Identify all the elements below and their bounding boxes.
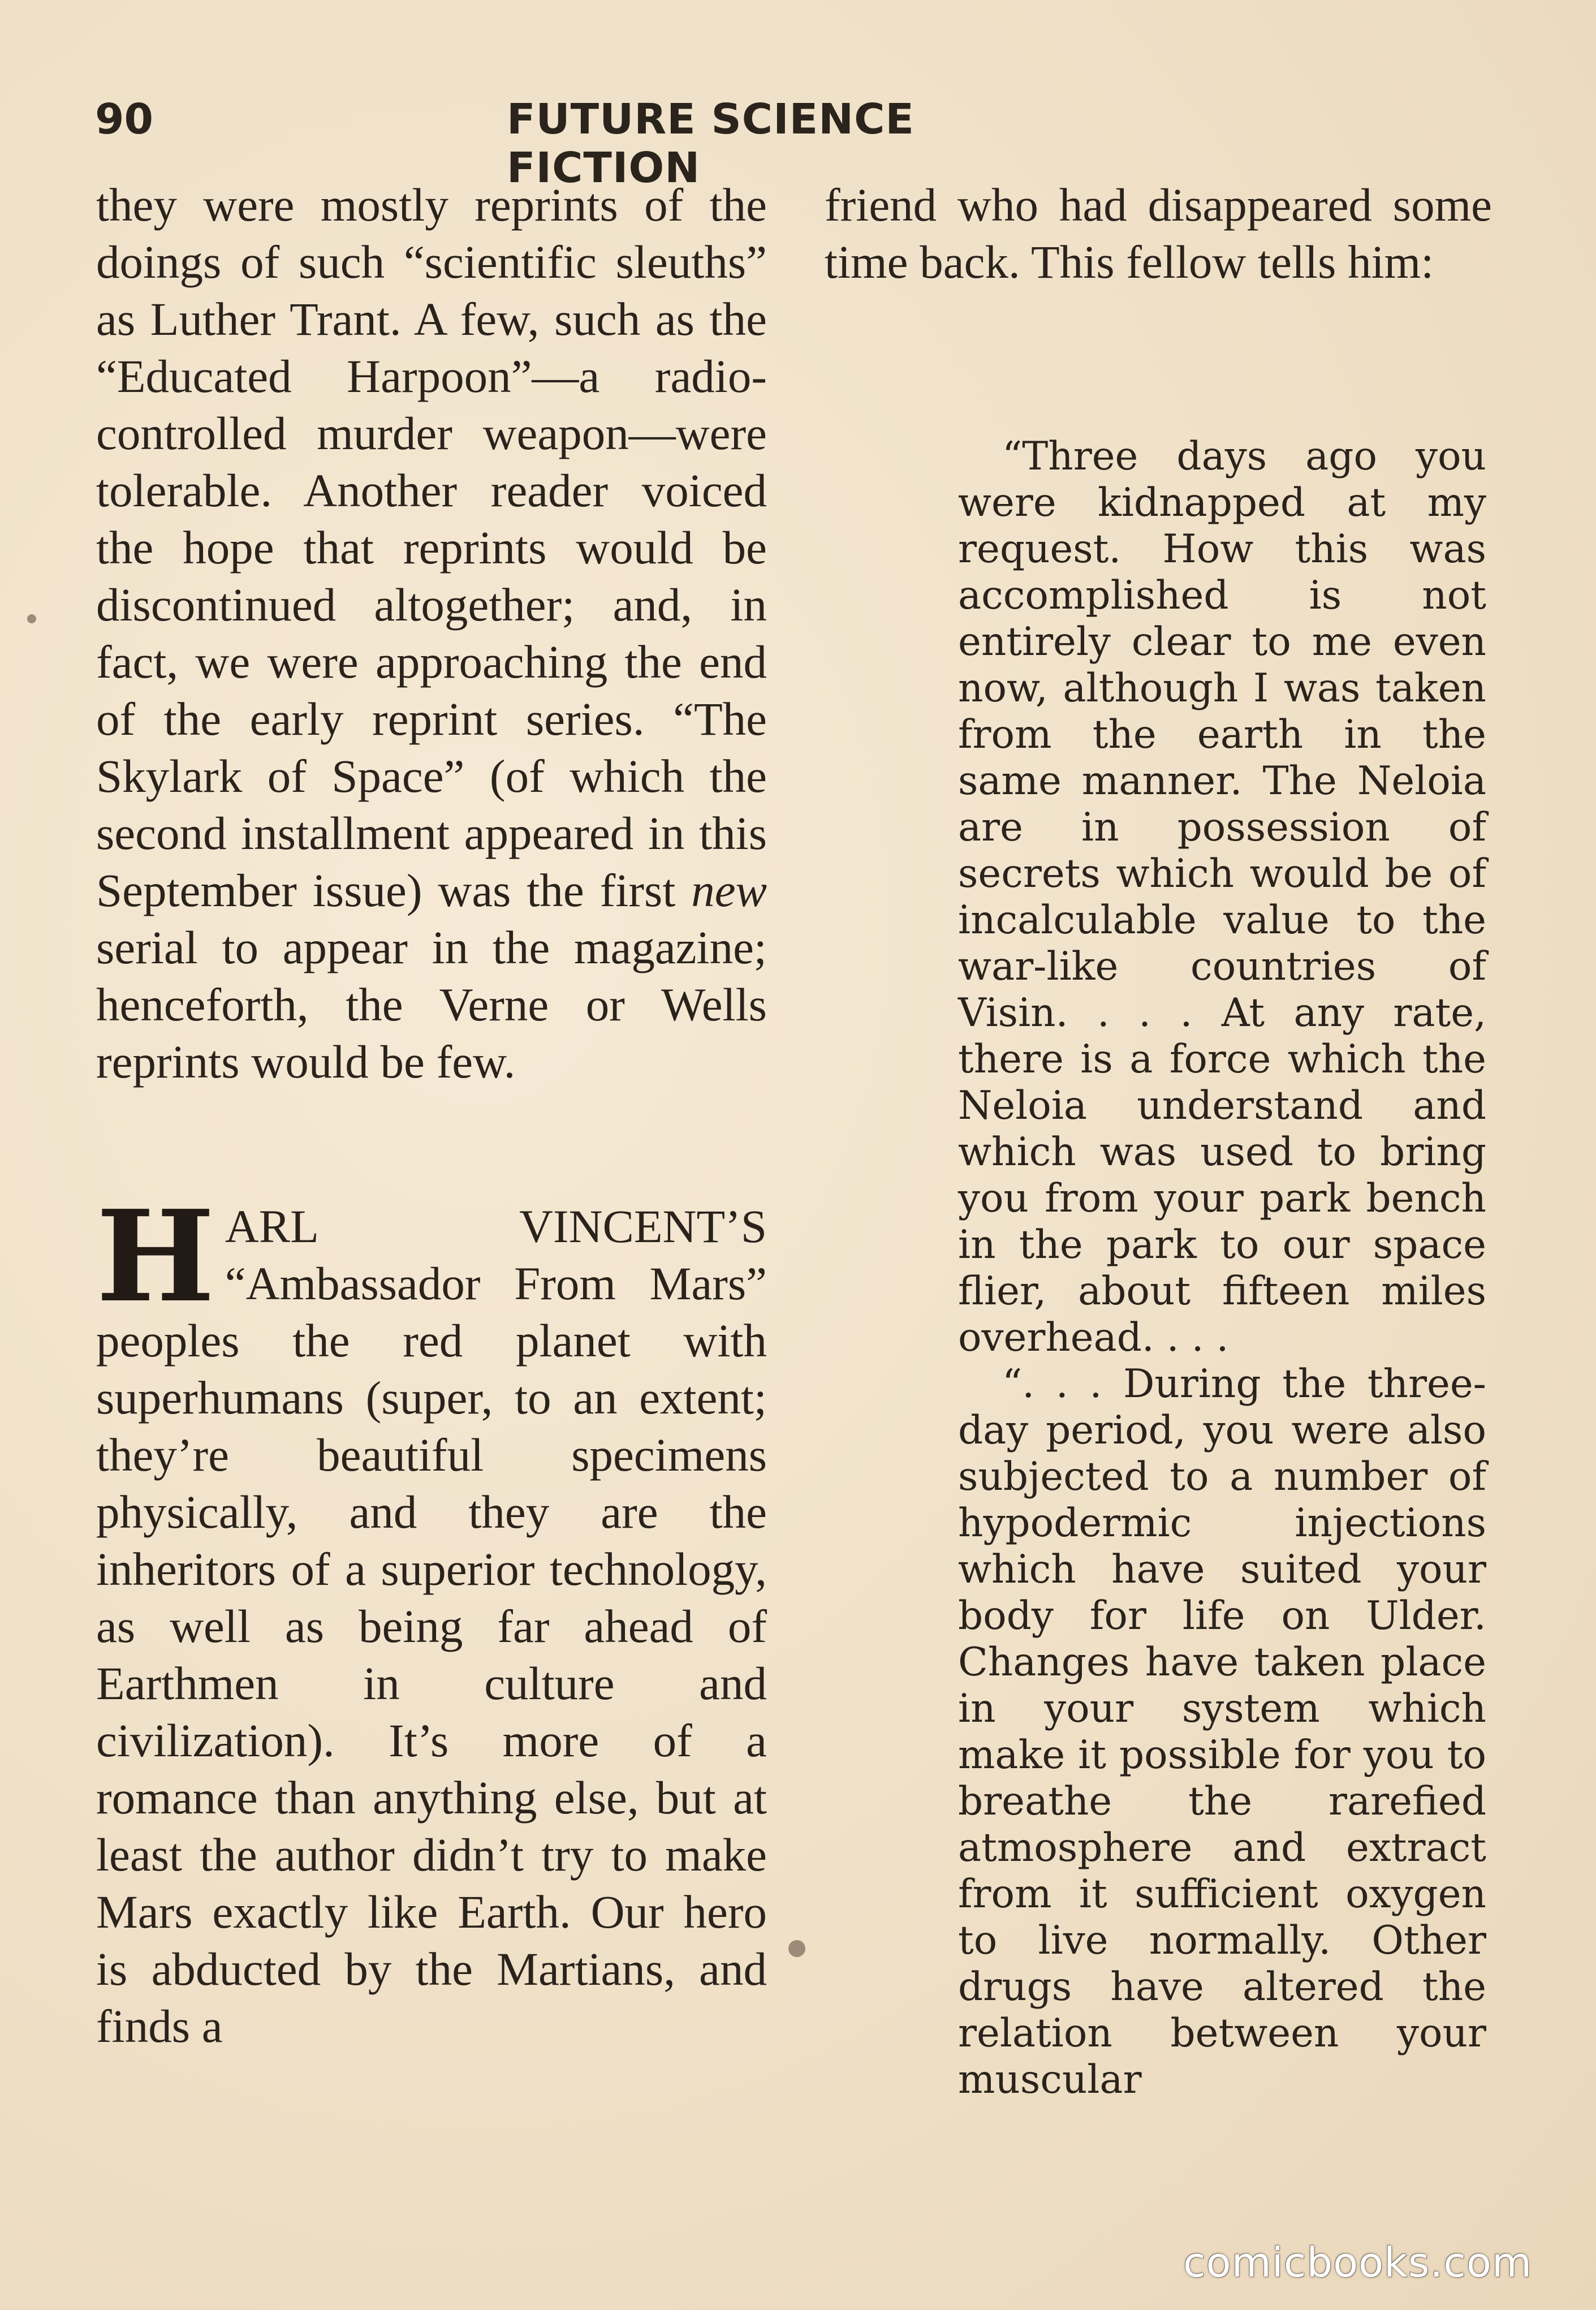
paragraph-reprints [96,176,767,1091]
right-column-intro [825,176,1492,291]
ink-spot [788,1940,805,1957]
paragraph-reprints-text: they were mostly reprints of the doings of such “scientific sleuths” as Luther Trant. A few, such as the “Educated Harpoon”—a radio-controlled murder weapon—were tolerable. Another reader voiced the hope that reprints would be discontinued altogether; and, in fact, we were approaching the end of the early reprint series. “The Skylark of Space” (of which the second installment appeared in this September issue) was the first [96,179,767,916]
emphasis-new: new [691,864,767,916]
left-column [96,176,767,2055]
drop-cap: H [96,1183,215,1330]
quote-paragraph-2: “. . . During the three-day period, you were also subjected to a number of hypodermic injections which have suited your body for life on Ulder. Changes have taken place in your system which make it possible for you to breathe the rarefied atmosphere and extract from it sufficient oxygen to live normally. Other drugs have altered the relation between your muscular [958,1361,1486,2102]
paragraph-reprints-end: serial to appear in the magazine; henceforth, the Verne or Wells reprints would be few. [96,921,767,1088]
paragraph-friend: friend who had disappeared some time back. This fellow tells him: [825,179,1492,288]
paragraph-vincent [96,1183,767,2055]
paragraph-vincent-text: ARL VINCENT’S “Ambassador From Mars” peoples the red planet with superhumans (super, to an extent; they’re beautiful specimens physically, and they are the inheritors of a superior technology, as well as being far ahead of Earthmen in culture and civilization). It’s more of a romance than anything else, but at least the author didn’t try to make Mars exactly like Earth. Our hero is abducted by the Martians, and finds a [96,1200,767,2052]
quote-paragraph-1: “Three days ago you were kidnapped at my request. How this was accomplished is not entirely clear to me even now, although I was taken from the earth in the same manner. The Neloia are in possession of secrets which would be of incalculable value to the war-like countries of Visin. . . . At any rate, there is a force which the Neloia understand and which was used to bring you from your park bench in the park to our space flier, about fifteen miles overhead. . . . [958,434,1486,1360]
page-number: 90 [95,95,153,144]
watermark: comicbooks.com [1183,2239,1533,2286]
ink-spot [27,614,36,623]
running-title: FUTURE SCIENCE FICTION [507,95,915,192]
block-quote [958,433,1486,2103]
